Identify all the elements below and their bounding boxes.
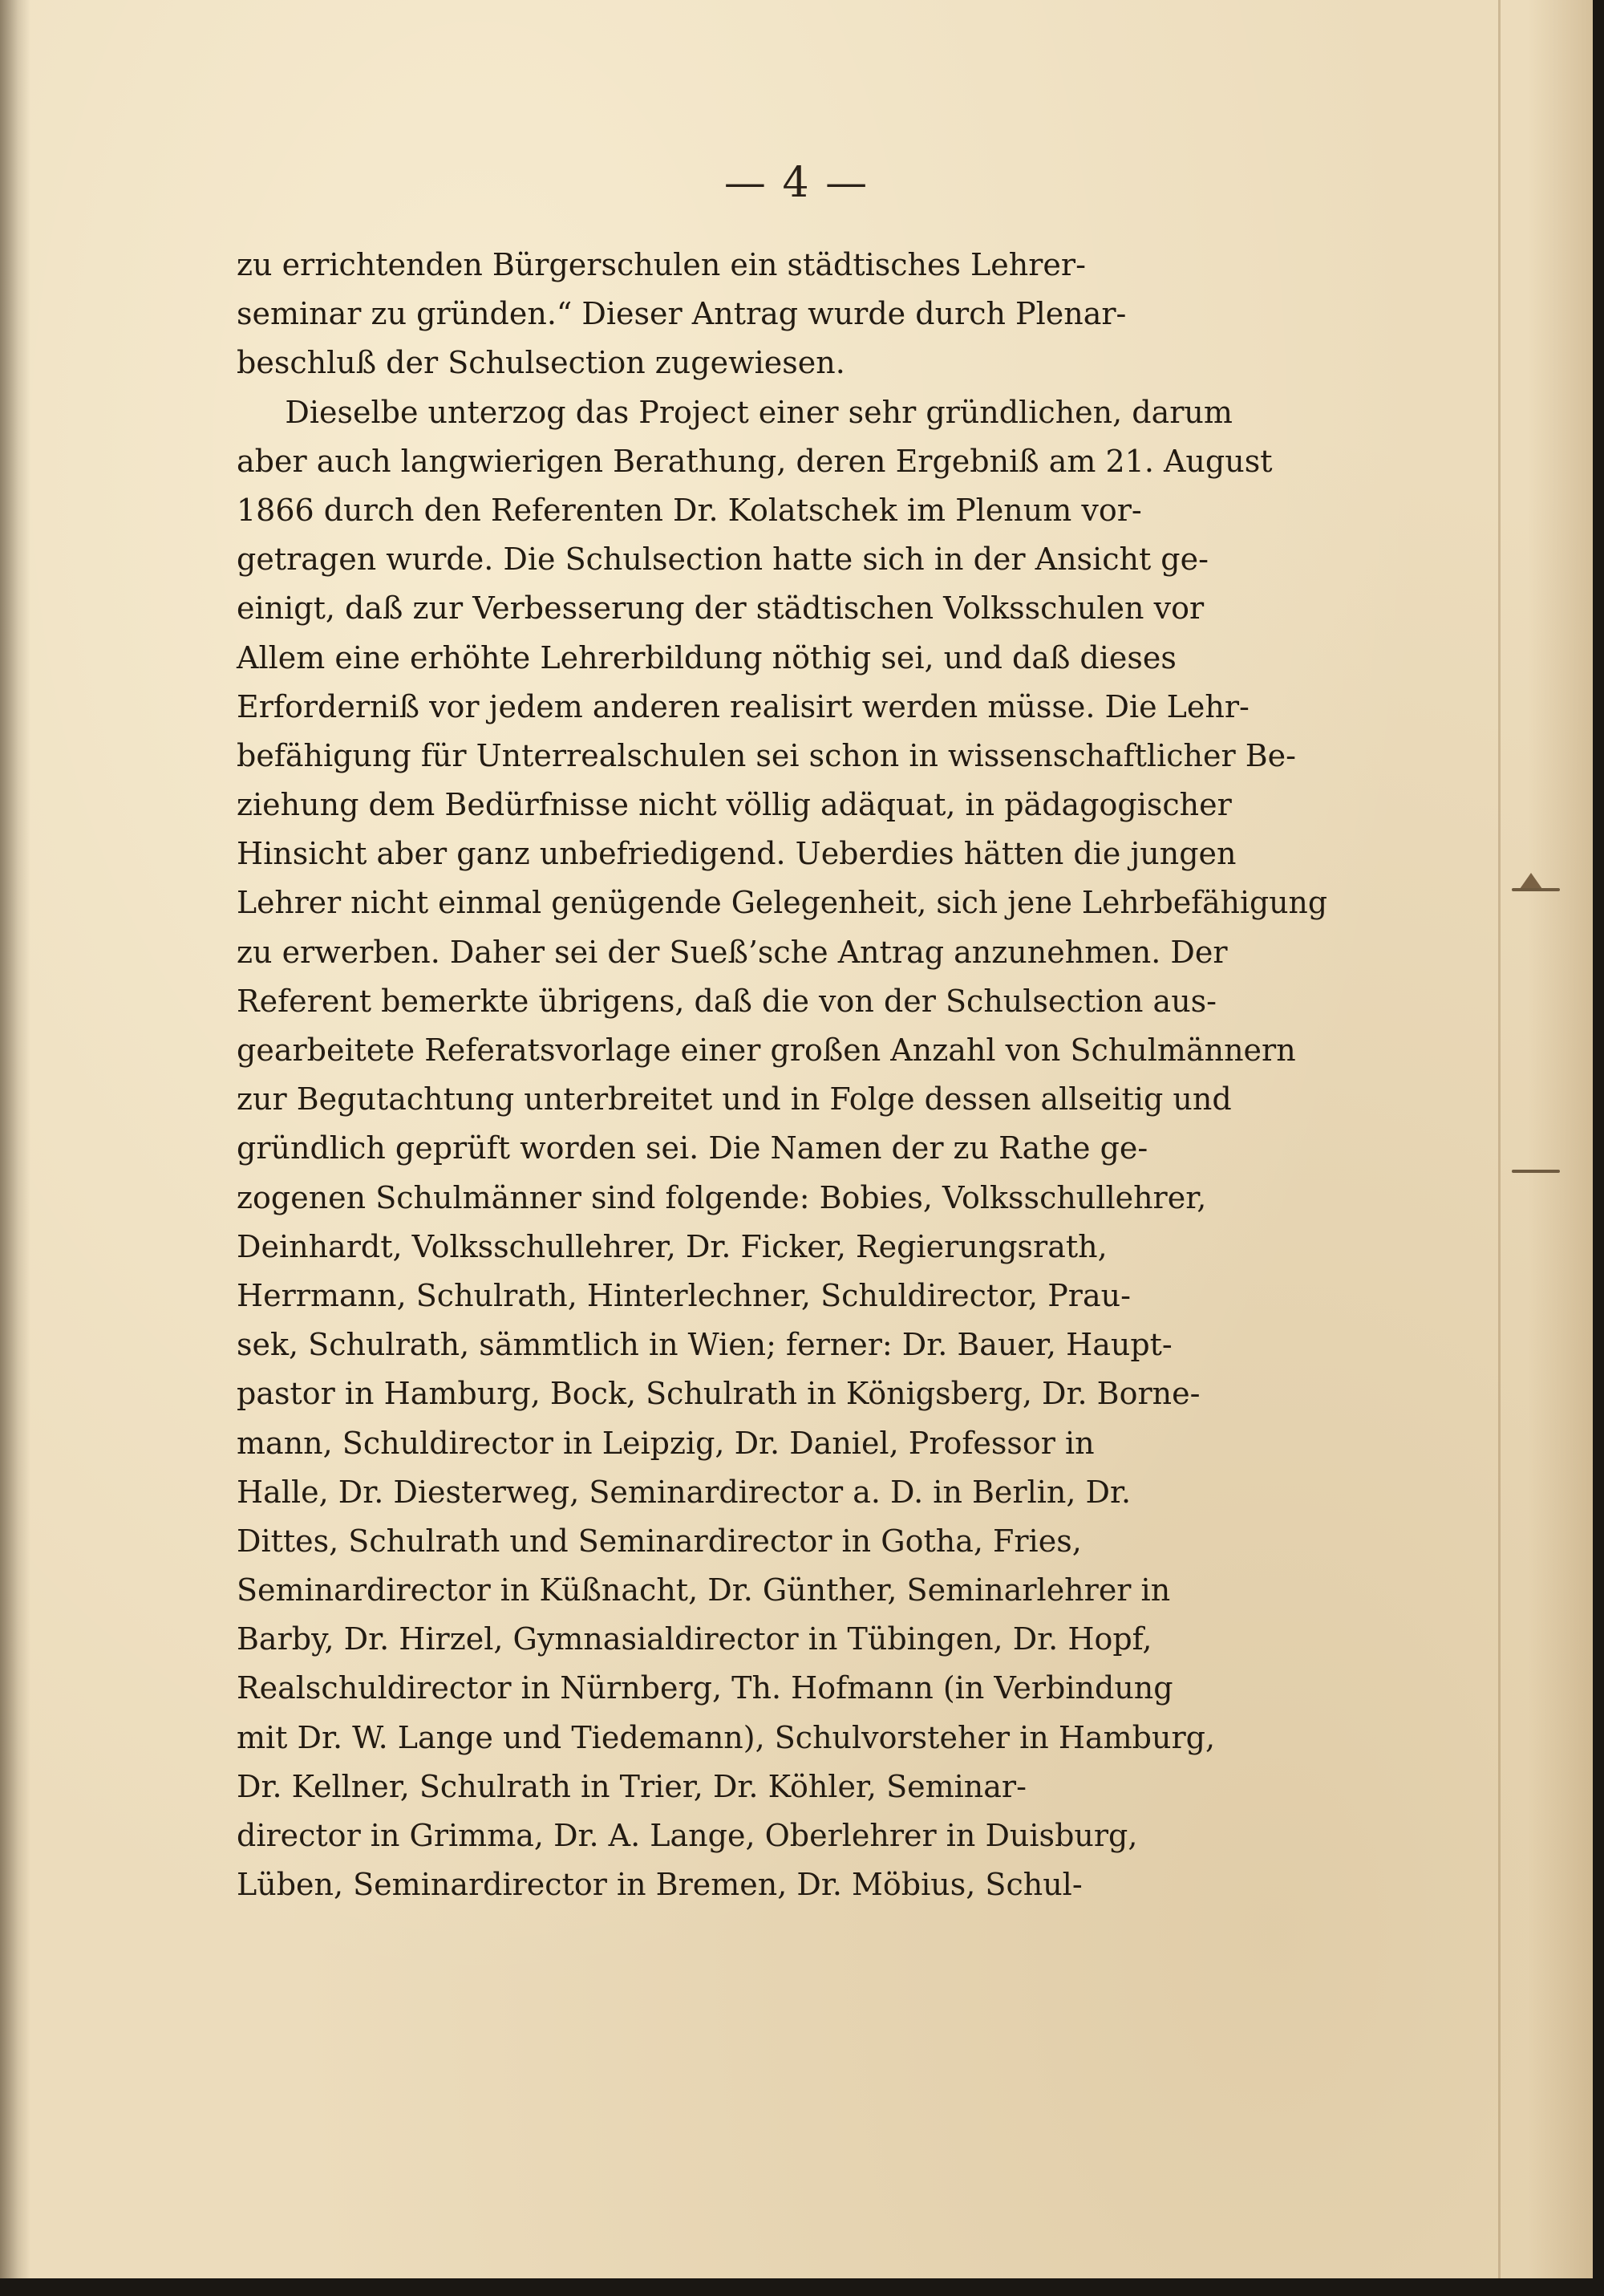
margin-arrow-icon <box>1520 873 1542 889</box>
text-line: zu errichtenden Bürgerschulen ein städtisches Lehrer- <box>237 247 1086 282</box>
text-line: sek, Schulrath, sämmtlich in Wien; ferner: Dr. Bauer, Haupt- <box>237 1327 1173 1363</box>
text-line: einigt, daß zur Verbesserung der städtischen Volksschulen vor <box>237 590 1205 627</box>
text-line: Halle, Dr. Diesterweg, Seminardirector a. D. in Berlin, Dr. <box>237 1474 1132 1510</box>
text-line: aber auch langwierigen Berathung, deren Ergebniß am 21. August <box>237 443 1273 479</box>
text-line: zu erwerben. Daher sei der Sueß’sche Antrag anzunehmen. Der <box>237 934 1228 970</box>
text-line: Realschuldirector in Nürnberg, Th. Hofmann (in Verbindung <box>237 1670 1173 1706</box>
text-line: mit Dr. W. Lange und Tiedemann), Schulvorsteher in Hamburg, <box>237 1719 1216 1755</box>
text-line: Herrmann, Schulrath, Hinterlechner, Schuldirector, Prau- <box>237 1277 1131 1313</box>
text-line: Dieselbe unterzog das Project einer sehr gründlichen, darum <box>237 394 1233 430</box>
text-line: ziehung dem Bedürfnisse nicht völlig adäquat, in pädagogischer <box>237 787 1232 823</box>
text-line: zur Begutachtung unterbreitet und in Folge dessen allseitig und <box>237 1081 1232 1118</box>
body-text <box>237 241 1327 1909</box>
text-line: Barby, Dr. Hirzel, Gymnasialdirector in Tübingen, Dr. Hopf, <box>237 1621 1152 1657</box>
text-line: director in Grimma, Dr. A. Lange, Oberlehrer in Duisburg, <box>237 1818 1138 1853</box>
text-line: gearbeitete Referatsvorlage einer großen Anzahl von Schulmännern <box>237 1032 1296 1068</box>
text-line: Seminardirector in Küßnacht, Dr. Günther, Seminarlehrer in <box>237 1572 1171 1608</box>
text-line: Deinhardt, Volksschullehrer, Dr. Ficker, Regierungsrath, <box>237 1228 1108 1264</box>
text-line: Dr. Kellner, Schulrath in Trier, Dr. Köhler, Seminar- <box>237 1768 1027 1804</box>
text-line: Lüben, Seminardirector in Bremen, Dr. Möbius, Schul- <box>237 1867 1083 1903</box>
text-line: gründlich geprüft worden sei. Die Namen der zu Rathe ge- <box>237 1130 1148 1166</box>
text-line: seminar zu gründen.“ Dieser Antrag wurde durch Plenar- <box>237 296 1127 332</box>
page-number: — 4 — <box>723 159 869 207</box>
text-line: Hinsicht aber ganz unbefriedigend. Ueberdies hätten die jungen <box>237 836 1237 872</box>
text-line: zogenen Schulmänner sind folgende: Bobies, Volksschullehrer, <box>237 1179 1207 1215</box>
text-line: Dittes, Schulrath und Seminardirector in Gotha, Fries, <box>237 1523 1082 1559</box>
text-line: 1866 durch den Referenten Dr. Kolatschek im Plenum vor- <box>237 492 1142 528</box>
page-edge-line <box>1498 0 1501 2278</box>
text-line: mann, Schuldirector in Leipzig, Dr. Daniel, Professor in <box>237 1425 1095 1461</box>
binding-shadow <box>0 0 30 2278</box>
text-line: getragen wurde. Die Schulsection hatte sich in der Ansicht ge- <box>237 542 1209 578</box>
text-line: Lehrer nicht einmal genügende Gelegenheit, sich jene Lehrbefähigung <box>237 885 1328 921</box>
page-edge-shade <box>1528 0 1593 2278</box>
margin-mark <box>1512 1170 1560 1173</box>
text-line: befähigung für Unterrealschulen sei schon in wissenschaftlicher Be- <box>237 737 1296 773</box>
text-line: Erforderniß vor jedem anderen realisirt werden müsse. Die Lehr- <box>237 688 1250 724</box>
margin-mark <box>1512 888 1560 891</box>
text-line: Referent bemerkte übrigens, daß die von der Schulsection aus- <box>237 983 1217 1019</box>
text-line: Allem eine erhöhte Lehrerbildung nöthig sei, und daß dieses <box>237 639 1177 675</box>
text-line: beschluß der Schulsection zugewiesen. <box>237 345 845 381</box>
text-line: pastor in Hamburg, Bock, Schulrath in Königsberg, Dr. Borne- <box>237 1376 1201 1412</box>
